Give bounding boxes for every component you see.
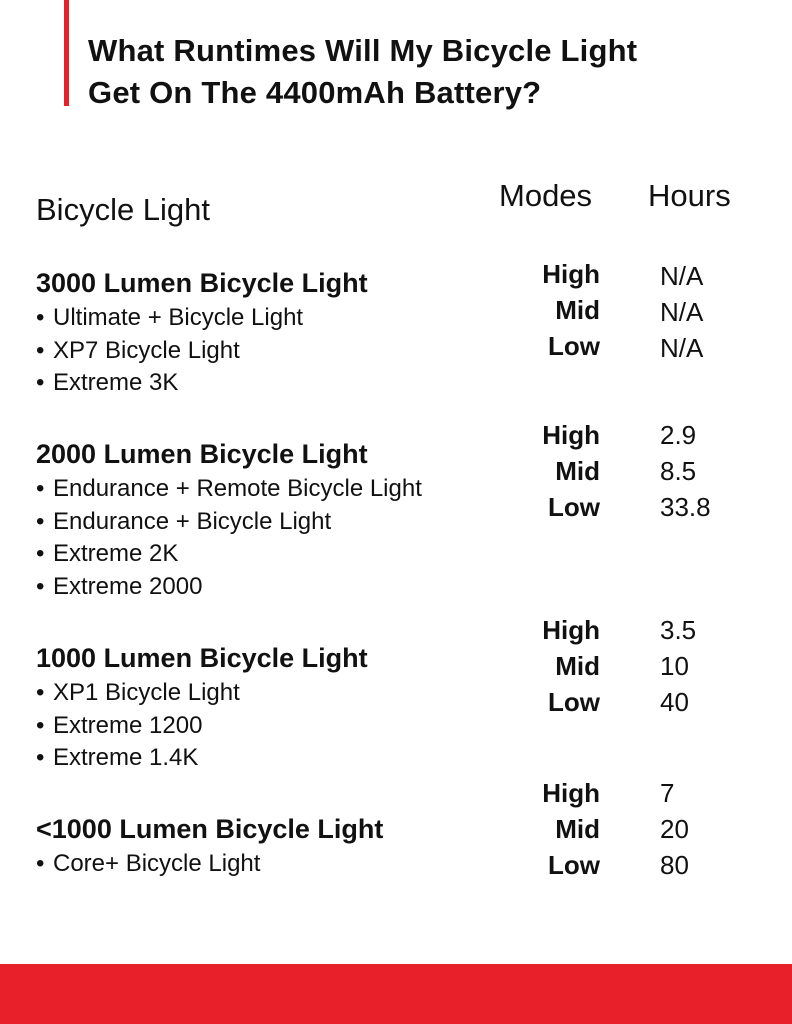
mode-high: High [542,778,600,808]
hours-low: N/A [660,333,704,363]
mode-high: High [542,420,600,450]
hours-cell-2000 [660,417,711,525]
column-header-hours: Hours [648,178,731,213]
group-title: 2000 Lumen Bicycle Light [36,439,368,469]
bullet: • [36,475,45,502]
group-title: 1000 Lumen Bicycle Light [36,643,368,673]
list-item [36,571,422,604]
mode-low: Low [548,850,600,880]
modes-cell-2000 [534,417,600,525]
title-accent-bar [64,0,69,106]
footer-accent-bar [0,964,792,1024]
model-name: Extreme 2K [53,540,179,567]
mode-mid: Mid [555,651,600,681]
bullet: • [36,336,45,364]
hours-mid: N/A [660,297,704,327]
bullet: • [36,744,45,771]
model-name: Endurance + Bicycle Light [53,507,332,535]
model-list [36,677,368,775]
mode-mid: Mid [555,814,600,844]
column-header-modes: Modes [499,178,593,213]
list-item [36,742,368,775]
mode-low: Low [548,331,600,361]
mode-mid: Mid [555,295,600,325]
model-name: XP1 Bicycle Light [53,679,240,706]
model-list [36,302,368,400]
group-title: <1000 Lumen Bicycle Light [36,814,384,844]
hours-cell-3000 [660,258,703,366]
modes-cell-3000 [534,256,600,364]
hours-low: 40 [660,687,689,717]
mode-mid: Mid [555,456,600,486]
light-group-3000 [36,266,368,400]
list-item [36,538,422,571]
bullet: • [36,572,45,600]
light-group-2000 [36,437,422,603]
mode-low: Low [548,492,600,522]
model-list [36,848,383,881]
bullet: • [36,711,45,739]
modes-cell-under-1000 [534,775,600,883]
model-name: Extreme 1200 [53,711,203,739]
hours-high: 7 [660,778,675,808]
hours-high: N/A [660,261,704,291]
hours-high: 3.5 [660,615,697,645]
bullet: • [36,369,45,396]
column-header-bicycle-light: Bicycle Light [36,192,211,227]
list-item [36,367,368,400]
list-item [36,335,368,368]
list-item [36,506,422,539]
model-name: Ultimate + Bicycle Light [53,304,304,331]
hours-mid: 20 [660,814,689,844]
hours-high: 2.9 [660,420,697,450]
mode-high: High [542,615,600,645]
hours-mid: 8.5 [660,456,697,486]
list-item [36,710,368,743]
hours-cell-under-1000 [660,775,689,883]
bullet: • [36,679,45,706]
hours-mid: 10 [660,651,689,681]
light-group-under-1000 [36,812,383,881]
page-title-line-1: What Runtimes Will My Bicycle Light [88,33,638,68]
mode-high: High [542,259,600,289]
hours-cell-1000 [660,612,696,720]
bullet: • [36,540,45,567]
page-title [88,30,637,114]
modes-cell-1000 [534,612,600,720]
bullet: • [36,507,45,535]
list-item [36,848,383,881]
model-name: Extreme 2000 [53,572,203,600]
hours-low: 80 [660,850,689,880]
model-list [36,473,422,603]
group-title: 3000 Lumen Bicycle Light [36,268,368,298]
model-name: Extreme 3K [53,369,179,396]
model-name: Core+ Bicycle Light [53,850,261,877]
page-title-line-2: Get On The 4400mAh Battery? [88,75,542,110]
light-group-1000 [36,641,368,775]
model-name: Endurance + Remote Bicycle Light [53,475,422,502]
model-name: XP7 Bicycle Light [53,336,240,364]
list-item [36,473,422,506]
bullet: • [36,850,45,877]
hours-low: 33.8 [660,492,711,522]
mode-low: Low [548,687,600,717]
model-name: Extreme 1.4K [53,744,199,771]
list-item [36,302,368,335]
list-item [36,677,368,710]
bullet: • [36,304,45,331]
